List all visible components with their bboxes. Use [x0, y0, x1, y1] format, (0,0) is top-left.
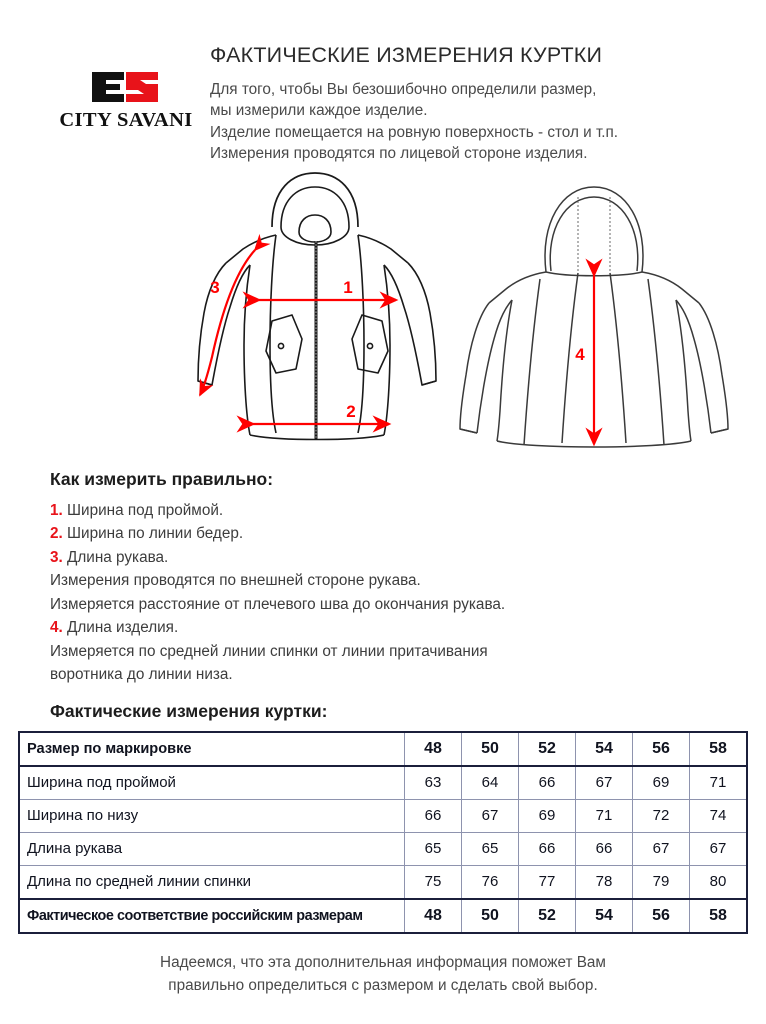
table-footer-cell: 48 [405, 899, 462, 933]
howto-item-8 [50, 663, 738, 687]
table-cell: 69 [633, 766, 690, 800]
table-cell: 67 [633, 832, 690, 865]
table-cell: 74 [690, 799, 748, 832]
table-cell: 63 [405, 766, 462, 800]
table-header-size-4: 56 [633, 732, 690, 766]
footer-line-2: правильно определиться с размером и сделать свой выбор. [168, 976, 598, 994]
table-cell: 71 [576, 799, 633, 832]
howto-item-1-number: 1. [50, 501, 63, 519]
table-footer-label: Фактическое соответствие российским размерам [19, 899, 405, 933]
table-header-size-1: 50 [462, 732, 519, 766]
table-footer-cell: 56 [633, 899, 690, 933]
table-cell: 79 [633, 865, 690, 899]
table-header-size-5: 58 [690, 732, 748, 766]
howto-item-3-text: Длина рукава. [62, 548, 169, 566]
howto-item-6-number: 4. [50, 619, 63, 637]
how-to-measure-section [0, 469, 766, 687]
howto-item-2 [50, 522, 738, 546]
table-cell: 65 [462, 832, 519, 865]
table-cell: 75 [405, 865, 462, 899]
table-footer-row [19, 899, 747, 933]
table-row [19, 766, 747, 800]
howto-item-1-text: Ширина под проймой. [62, 501, 224, 519]
table-row-label: Длина по средней линии спинки [19, 865, 405, 899]
front-measure-markers [200, 250, 396, 424]
table-footer-cell: 52 [519, 899, 576, 933]
table-footer-cell: 50 [462, 899, 519, 933]
table-cell: 67 [576, 766, 633, 800]
howto-item-3 [50, 546, 738, 570]
table-cell: 69 [519, 799, 576, 832]
diagram-svg [0, 167, 766, 467]
table-cell: 66 [519, 832, 576, 865]
measurements-table-body [19, 732, 747, 933]
table-row-label: Длина рукава [19, 832, 405, 865]
table-cell: 71 [690, 766, 748, 800]
jacket-front-view [198, 173, 436, 440]
intro-line-2: мы измерили каждое изделие. [210, 102, 428, 120]
brand-name: CITY SAVANI [59, 109, 193, 131]
table-cell: 65 [405, 832, 462, 865]
table-cell: 67 [690, 832, 748, 865]
table-cell: 80 [690, 865, 748, 899]
howto-item-5 [50, 593, 738, 617]
table-cell: 72 [633, 799, 690, 832]
marker-3-arrow [200, 250, 255, 395]
back-measure-markers [575, 275, 594, 444]
table-header-size-3: 54 [576, 732, 633, 766]
howto-item-7 [50, 640, 738, 664]
how-to-measure-title: Как измерить правильно: [50, 468, 274, 489]
table-row [19, 832, 747, 865]
table-cell: 66 [405, 799, 462, 832]
table-header-size-0: 48 [405, 732, 462, 766]
howto-item-6-text: Длина изделия. [62, 619, 179, 637]
measurement-diagrams [0, 167, 766, 467]
table-cell: 67 [462, 799, 519, 832]
table-row-label: Ширина под проймой [19, 766, 405, 800]
marker-2-label: 2 [346, 401, 356, 421]
table-header-label: Размер по маркировке [19, 732, 405, 766]
measurements-table-wrap [0, 731, 766, 934]
howto-item-7-text: Измеряется по средней линии спинки от линии притачивания [50, 642, 488, 660]
table-cell: 66 [519, 766, 576, 800]
table-row [19, 799, 747, 832]
footer-line-1: Надеемся, что эта дополнительная информация поможет Вам [160, 953, 606, 971]
page-title: ФАКТИЧЕСКИЕ ИЗМЕРЕНИЯ КУРТКИ [210, 43, 603, 67]
howto-item-1 [50, 499, 738, 523]
howto-item-8-text: воротника до линии низа. [50, 666, 233, 684]
intro-line-4: Измерения проводятся по лицевой стороне изделия. [210, 145, 588, 163]
header-text-block [202, 44, 738, 165]
page-header [0, 0, 766, 165]
howto-item-2-number: 2. [50, 525, 63, 543]
howto-item-4-text: Измерения проводятся по внешней стороне рукава. [50, 572, 421, 590]
howto-item-3-number: 3. [50, 548, 63, 566]
howto-item-5-text: Измеряется расстояние от плечевого шва до окончания рукава. [50, 595, 506, 613]
table-header-size-2: 52 [519, 732, 576, 766]
measurements-table-title: Фактические измерения куртки: [50, 700, 328, 721]
table-row-label: Ширина по низу [19, 799, 405, 832]
table-row [19, 865, 747, 899]
brand-logo [50, 44, 202, 132]
howto-item-2-text: Ширина по линии бедер. [62, 525, 244, 543]
marker-1-label: 1 [343, 277, 353, 297]
table-footer-cell: 58 [690, 899, 748, 933]
table-cell: 66 [576, 832, 633, 865]
table-cell: 76 [462, 865, 519, 899]
page-footer [0, 951, 766, 997]
measurements-table [18, 731, 748, 934]
table-cell: 77 [519, 865, 576, 899]
table-footer-cell: 54 [576, 899, 633, 933]
marker-4-label: 4 [575, 344, 585, 364]
table-cell: 78 [576, 865, 633, 899]
table-header-row [19, 732, 747, 766]
marker-3-label: 3 [210, 277, 220, 297]
city-savani-logo-icon [90, 70, 162, 104]
howto-item-6 [50, 616, 738, 640]
table-cell: 64 [462, 766, 519, 800]
howto-item-4 [50, 569, 738, 593]
intro-line-1: Для того, чтобы Вы безошибочно определили размер, [210, 80, 597, 98]
intro-line-3: Изделие помещается на ровную поверхность - стол и т.п. [210, 123, 619, 141]
